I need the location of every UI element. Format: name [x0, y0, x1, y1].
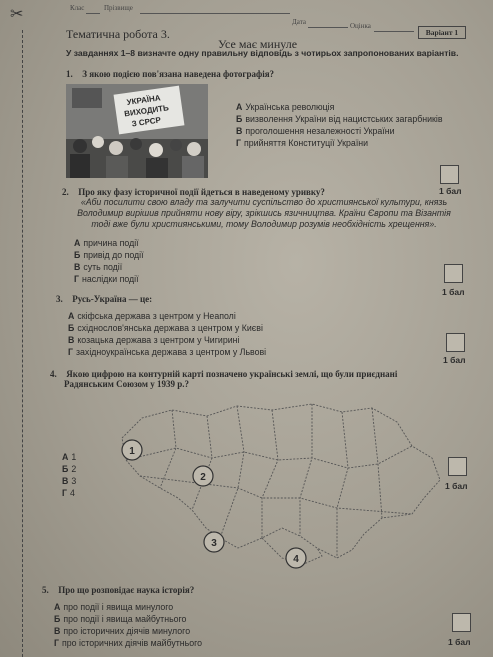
ukraine-contour-map — [112, 388, 452, 583]
map-marker-2: 2 — [200, 472, 206, 483]
question-text-line-1: Якою цифрою на контурній карті позначено українські землі, що були приєднані — [66, 369, 398, 379]
option-v: В суть події — [74, 262, 123, 272]
question-3 — [56, 294, 152, 304]
map-marker-4: 4 — [293, 554, 299, 565]
banner-line-3: З СРСР — [131, 115, 162, 129]
option-b: Б східнослов'янська держава з центром у Києві — [68, 323, 263, 333]
option-h: Г прийняття Конституції України — [236, 138, 369, 148]
question-2-options — [74, 237, 144, 285]
instruction-text: У завданнях 1–8 визначте одну правильну відповідь з чотирьох запропонованих варіантів. — [66, 48, 459, 58]
variant-badge: Варіант 1 — [418, 26, 466, 39]
question-text: Про яку фазу історичної події йдеться в наведеному уривку? — [78, 187, 325, 197]
question-2 — [62, 187, 325, 197]
question-4-options — [62, 451, 76, 499]
answer-box-5[interactable] — [452, 613, 471, 632]
header-otsinka: Оцінка — [350, 22, 371, 30]
score-3: 1 бал — [443, 355, 466, 365]
question-text: Про що розповідає наука історія? — [58, 585, 195, 595]
option-a: А Українська революція — [236, 102, 335, 112]
answer-box-1[interactable] — [440, 165, 459, 184]
option-h: Г західноукраїнська держава з центром у Львові — [68, 347, 267, 357]
header-data: Дата — [292, 18, 306, 26]
otsinka-line — [374, 31, 414, 32]
question-number: 5. — [42, 585, 49, 595]
option-v: В козацька держава з центром у Чигирині — [68, 335, 240, 345]
option-v: В про історичних діячів минулого — [54, 626, 191, 636]
question-text-line-2: Радянським Союзом у 1939 р.? — [64, 379, 190, 389]
option-v: В проголошення незалежності України — [236, 126, 395, 136]
option-b: Б 2 — [62, 464, 77, 474]
page-subtitle: Усе має минуле — [218, 37, 298, 51]
question-3-options — [68, 310, 266, 358]
page-title: Тематична робота 3. — [66, 27, 170, 41]
option-a: А причина події — [74, 238, 139, 248]
option-b: Б визволення України від нацистських загарбників — [236, 114, 443, 124]
question-1 — [66, 69, 274, 79]
question-number: 3. — [56, 294, 63, 304]
score-5: 1 бал — [448, 637, 471, 647]
answer-box-4[interactable] — [448, 457, 467, 476]
question-1-photo — [66, 84, 208, 178]
option-a: А 1 — [62, 452, 77, 462]
score-2: 1 бал — [442, 287, 465, 297]
prizvyshche-line — [140, 13, 290, 14]
question-5-options — [54, 601, 202, 649]
data-line — [308, 27, 348, 28]
question-4 — [50, 369, 470, 389]
question-2-quote: «Аби посилити свою владу та залучити суспільство до християнської культури, князь Володимир вирішив прийняти нову віру, зрікшись язичництва. Країни Європи та Візантія тоді вже були християнськими, тому Володимир розумів необхідність хрещення». — [77, 197, 451, 229]
option-b: Б про події і явища майбутнього — [54, 614, 187, 624]
map-marker-1: 1 — [129, 446, 135, 457]
option-a: А скіфська держава з центром у Неаполі — [68, 311, 236, 321]
map-marker-3: 3 — [211, 538, 217, 549]
option-h: Г наслідки події — [74, 274, 139, 284]
scissors-icon: ✂ — [10, 6, 24, 23]
option-v: В 3 — [62, 476, 77, 486]
banner-line-1: УКРАЇНА — [126, 93, 162, 107]
question-number: 4. — [50, 369, 57, 379]
option-h: Г 4 — [62, 488, 75, 498]
banner-line-2: ВИХОДИТЬ — [123, 103, 170, 119]
klas-line — [86, 13, 100, 14]
score-1: 1 бал — [439, 186, 462, 196]
header-klas: Клас — [70, 4, 85, 12]
header-prizvyshche: Прізвище — [104, 4, 133, 12]
option-h: Г про історичних діячів майбутнього — [54, 638, 203, 648]
question-5 — [42, 585, 194, 595]
question-number: 2. — [62, 187, 69, 197]
option-a: А про події і явища минулого — [54, 602, 174, 612]
answer-box-2[interactable] — [444, 264, 463, 283]
question-1-options — [236, 101, 443, 149]
question-text: З якою подією пов'язана наведена фотографія? — [82, 69, 275, 79]
question-number: 1. — [66, 69, 73, 79]
answer-box-3[interactable] — [446, 333, 465, 352]
question-text: Русь-Україна — це: — [72, 294, 153, 304]
score-4: 1 бал — [445, 481, 468, 491]
cut-line — [22, 30, 23, 657]
option-b: Б привід до події — [74, 250, 144, 260]
